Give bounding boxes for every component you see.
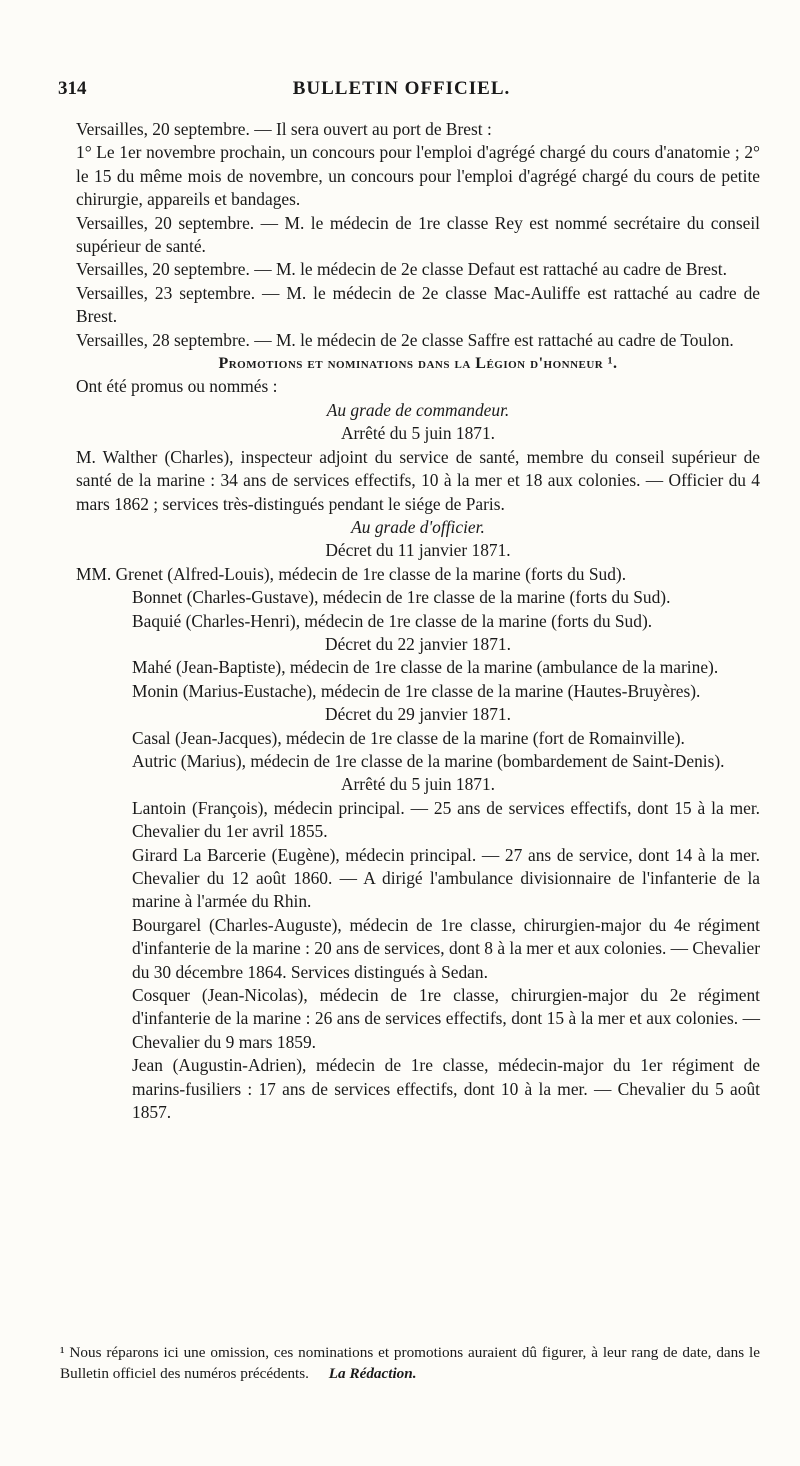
page-header: [58, 78, 745, 108]
section-heading: Promotions et nominations dans la Légion d'honneur ¹.: [218, 355, 618, 373]
footnote: [60, 1342, 760, 1384]
grade-commandeur: Au grade de commandeur.: [326, 399, 510, 420]
arrete-date-1: Arrêté du 5 juin 1871.: [340, 423, 496, 444]
intro-line: Ont été promus ou nommés :: [76, 376, 278, 397]
list-item: Cosquer (Jean-Nicolas), médecin de 1re classe, chirurgien-major du 2e régiment d'infanterie de la marine : 26 ans de services effectifs, dont 15 à la mer et aux colonies. — Chevalier du 9 mars 1859.: [132, 985, 760, 1052]
list-item: Baquié (Charles-Henri), médecin de 1re classe de la marine (forts du Sud).: [132, 610, 653, 631]
list-item: MM. Grenet (Alfred-Louis), médecin de 1re classe de la marine (forts du Sud).: [76, 563, 627, 584]
paragraph-1: Versailles, 20 septembre. — Il sera ouvert au port de Brest :: [76, 119, 492, 139]
grade-officier: Au grade d'officier.: [351, 516, 485, 537]
footnote-text: ¹ Nous réparons ici une omission, ces nominations et promotions auraient dû figurer, à leur rang de date, dans le Bulletin officiel des numéros précédents.: [60, 1344, 760, 1382]
list-item: Mahé (Jean-Baptiste), médecin de 1re classe de la marine (ambulance de la marine).: [132, 657, 719, 678]
list-item: Lantoin (François), médecin principal. — 25 ans de services effectifs, dont 15 à la mer. Chevalier du 1er avril 1855.: [132, 797, 760, 842]
decret-date-1: Décret du 11 janvier 1871.: [325, 540, 511, 561]
page-body: [76, 118, 760, 1124]
list-item: Monin (Marius-Eustache), médecin de 1re classe de la marine (Hautes-Bruyères).: [132, 680, 701, 701]
paragraph-5: Versailles, 23 septembre. — M. le médecin de 2e classe Mac-Auliffe est rattaché au cadre de Brest.: [76, 282, 760, 327]
page-number: 314: [58, 78, 87, 99]
arrete-date-2: Arrêté du 5 juin 1871.: [340, 774, 496, 795]
footnote-signature: La Rédaction.: [328, 1365, 417, 1382]
list-item: Autric (Marius), médecin de 1re classe de la marine (bombardement de Saint-Denis).: [132, 750, 725, 771]
paragraph-2: 1° Le 1er novembre prochain, un concours pour l'emploi d'agrégé chargé du cours d'anatomie ; 2° le 15 du même mois de novembre, un concours pour l'emploi d'agrégé chargé du cours de petite chirurgie, appareils et bandages.: [76, 142, 760, 210]
decret-date-3: Décret du 29 janvier 1871.: [325, 704, 511, 725]
running-title: BULLETIN OFFICIEL.: [292, 78, 511, 99]
list-item: Casal (Jean-Jacques), médecin de 1re classe de la marine (fort de Romainville).: [132, 727, 685, 748]
list-item: Girard La Barcerie (Eugène), médecin principal. — 27 ans de service, dont 14 à la mer. Chevalier du 12 août 1860. — A dirigé l'ambulance divisionnaire de l'infanterie de la marine à l'armée du Rhin.: [132, 844, 760, 912]
decret-date-2: Décret du 22 janvier 1871.: [325, 633, 511, 654]
list-item: Bonnet (Charles-Gustave), médecin de 1re classe de la marine (forts du Sud).: [132, 587, 671, 608]
paragraph-4: Versailles, 20 septembre. — M. le médecin de 2e classe Defaut est rattaché au cadre de Brest.: [76, 259, 727, 280]
paragraph-3: Versailles, 20 septembre. — M. le médecin de 1re classe Rey est nommé secrétaire du conseil supérieur de santé.: [76, 212, 760, 257]
list-item: Bourgarel (Charles-Auguste), médecin de 1re classe, chirurgien-major du 4e régiment d'infanterie de la marine : 20 ans de services, dont 8 à la mer et aux colonies. — Chevalier du 30 décembre 1864. Services distingués à Sedan.: [132, 914, 761, 982]
entry-walther: M. Walther (Charles), inspecteur adjoint du service de santé, membre du conseil supérieur de santé de la marine : 34 ans de services effectifs, 10 à la mer et 18 aux colonies. — Officier du 4 mars 1862 ; services très-distingués pendant le siége de Paris.: [76, 446, 760, 514]
list-item: Jean (Augustin-Adrien), médecin de 1re classe, médecin-major du 1er régiment de marins-fusiliers : 17 ans de services effectifs, dont 10 à la mer. — Chevalier du 5 août 1857.: [132, 1055, 760, 1123]
paragraph-6: Versailles, 28 septembre. — M. le médecin de 2e classe Saffre est rattaché au cadre de Toulon.: [76, 329, 734, 350]
